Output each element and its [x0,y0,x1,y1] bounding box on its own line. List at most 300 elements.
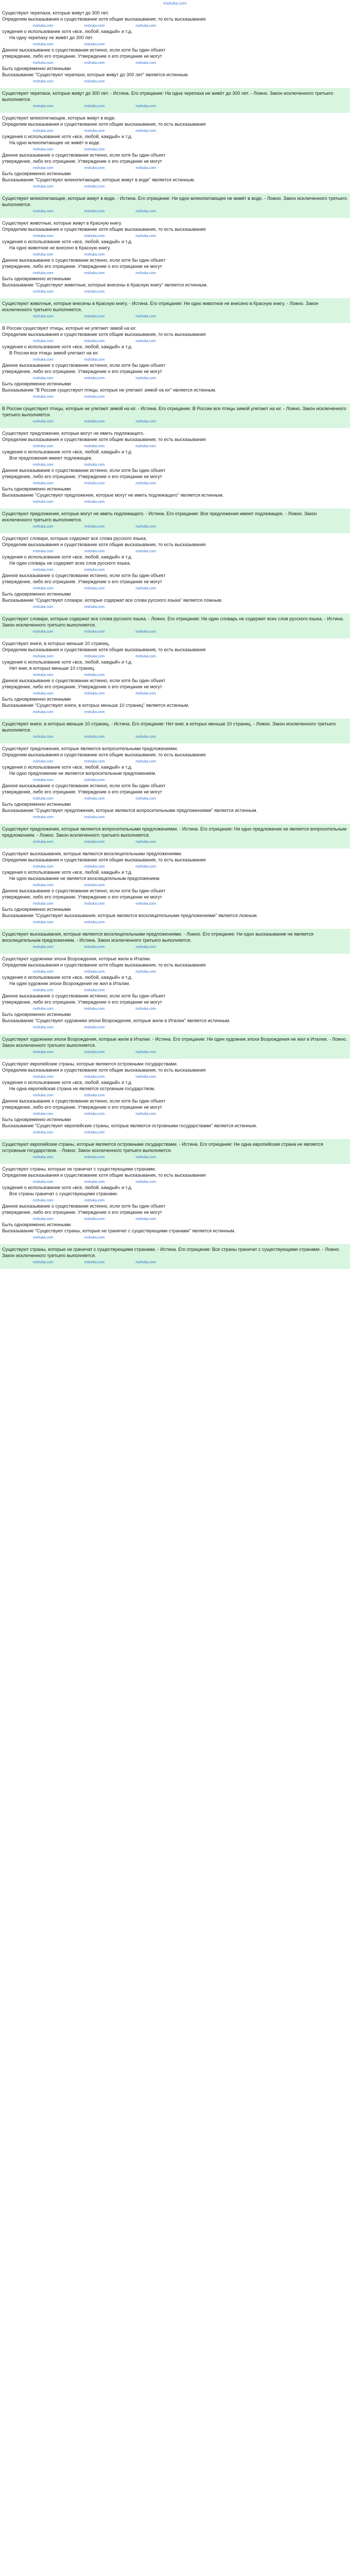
watermark-row [2,653,348,659]
watermark-link[interactable]: mshuka.com [33,377,54,380]
watermark-link[interactable]: mshuka.com [135,1156,156,1159]
watermark-link[interactable]: mshuka.com [33,816,54,819]
watermark-link[interactable]: mshuka.com [135,210,156,213]
claim: Существуют высказывания, которые являются восклицательными предложениями. [2,851,183,856]
negation-line: Ни одно высказывание не является восклицательным предложением. [9,876,161,881]
watermark-row [2,103,348,109]
watermark-link[interactable]: mshuka.com [135,1050,156,1054]
rule-line: Быть одновременно истинными [2,1222,71,1227]
watermark-link[interactable]: mshuka.com [33,568,54,572]
watermark-link[interactable]: mshuka.com [33,185,54,189]
watermark-link[interactable]: mshuka.com [135,105,156,108]
task-list [0,8,350,1269]
watermark-link[interactable]: mshuka.com [33,710,54,714]
watermark-row [2,814,348,820]
watermark-row [2,708,348,715]
watermark-link[interactable]: mshuka.com [33,463,54,467]
answer-block [0,88,350,113]
watermark-link[interactable]: mshuka.com [33,290,54,294]
conclusion: Высказывание "Существуют страны, которые не граничат с существующими странами" является истинным. [2,1228,236,1233]
watermark-row [2,1024,348,1030]
watermark-link[interactable]: mshuka.com [135,377,156,380]
watermark-link[interactable]: mshuka.com [84,1180,105,1184]
rule-line: Быть одновременно истинными [2,907,71,912]
watermark-link[interactable]: mshuka.com [84,105,105,108]
watermark-link[interactable]: mshuka.com [33,989,54,992]
answer-text: Существуют черепахи, которые живут до 300 лет. - Истина. Его отрицание: Ни одна черепаха не живёт до 300 лет. - Ложно. Закон исключенного третьего выполняется. [2,91,334,102]
page [0,0,350,1269]
premise-high: Определим высказывания и существование хотя общие высказывания, то есть высказывания [2,437,206,442]
rule-line: Быть одновременно истинными [2,66,71,71]
watermark-link[interactable]: mshuka.com [135,797,156,801]
task-block [0,323,350,403]
rule-line: Быть одновременно истинными [2,1012,71,1017]
watermark-row [2,146,348,152]
watermark-row [2,356,348,362]
answer-text: Существуют млекопитающие, которые живут в воде. - Истина. Его отрицание: Ни одно млекопитающее не живёт в воде. - Ложно. Закон исключенного третьего выполняется. [2,196,347,207]
answer-text: Существуют книги, в которых меньше 10 страниц. - Истина. Его отрицание: Нет книг, в которых меньше 10 страниц. - Ложно. Закон исключенного третьего выполняется. [2,721,336,733]
premise-low: суждения о использование хотя «все, любой, каждый» и т.д. [2,554,133,560]
watermark-link[interactable]: mshuka.com [84,315,105,318]
watermark-link[interactable]: mshuka.com [33,902,54,906]
watermark-row [2,164,348,171]
rule-line: Быть одновременно истинными [2,802,71,807]
claim: Существуют художники эпохи Возрождения, которые жили в Италии. [2,956,151,961]
answer-block [0,403,350,428]
watermark-link[interactable]: mshuka.com [84,884,105,887]
watermark-link[interactable]: mshuka.com [135,525,156,529]
watermark-row [2,838,348,844]
watermark-row [2,919,348,925]
watermark-link[interactable]: mshuka.com [84,272,105,275]
watermark-link[interactable]: mshuka.com [84,760,105,764]
watermark-link[interactable]: mshuka.com [135,1261,156,1264]
watermark-row [2,208,348,214]
answer-text: Существуют художники эпохи Возрождения, которые жили в Италии. - Истина. Его отрицание: Ни один художник эпохи Возрождения не жил в Италии. - Ложно. Закон исключенного третьего выполняется. [2,1037,347,1048]
watermark-link[interactable]: mshuka.com [135,902,156,906]
premise-high: Определим высказывания и существование хотя общие высказывания, то есть высказывания [2,1067,206,1073]
watermark-link[interactable]: mshuka.com [84,377,105,380]
watermark-link[interactable]: mshuka.com [84,148,105,151]
rule-line: Данное высказывание о существовании истинно, если хотя бы один объект [2,993,166,998]
watermark-link[interactable]: mshuka.com [84,166,105,170]
answer-block [0,1244,350,1269]
watermark-link[interactable]: mshuka.com [33,655,54,658]
claim: В России существуют птицы, которые не улетают зимой на юг. [2,326,137,331]
watermark-row [2,882,348,888]
watermark-link[interactable]: mshuka.com [84,587,105,590]
premise-low: суждения о использование хотя «все, любой, каждый» и т.д. [2,870,133,875]
watermark-link[interactable]: mshuka.com [33,605,54,609]
watermark-link[interactable]: mshuka.com [33,166,54,170]
watermark-link[interactable]: mshuka.com [135,865,156,869]
watermark-row [2,232,348,239]
watermark-link[interactable]: mshuka.com [135,166,156,170]
conclusion: Высказывание "Существуют предложения, которые могут не иметь подлежащего" является истинным. [2,493,224,498]
rule-line: Данное высказывание о существовании истинно, если хотя бы один объект [2,47,166,53]
watermark-link[interactable]: mshuka.com [33,1007,54,1011]
rule-line: Данное высказывание о существовании истинно, если хотя бы один объект [2,573,166,578]
watermark-row [2,900,348,906]
watermark-link[interactable]: mshuka.com [84,395,105,399]
task-block [0,1059,350,1139]
watermark-link[interactable]: mshuka.com [135,840,156,844]
watermark-link[interactable]: mshuka.com [33,630,54,634]
conclusion: Высказывание "Существуют европейские страны, которые являются островными государствами" является истинным. [2,1123,257,1128]
watermark-link[interactable]: mshuka.com [135,1180,156,1184]
watermark-link[interactable]: mshuka.com [135,445,156,448]
watermark-link[interactable]: mshuka.com [84,710,105,714]
watermark-link[interactable]: mshuka.com [33,482,54,485]
watermark-link[interactable]: mshuka.com [135,760,156,764]
watermark-link[interactable]: mshuka.com [84,253,105,257]
watermark-link[interactable]: mshuka.com [135,655,156,658]
watermark-link[interactable]: mshuka.com [84,340,105,343]
watermark-link[interactable]: mshuka.com [33,148,54,151]
watermark-link[interactable]: mshuka.com [84,1236,105,1240]
watermark-row [2,758,348,764]
watermark-link[interactable]: mshuka.com [84,290,105,294]
watermark-link[interactable]: mshuka.com [33,24,54,28]
conclusion: Высказывание "Существуют черепахи, которые живут до 300 лет" является истинным. [2,72,189,77]
watermark-link[interactable]: mshuka.com [135,129,156,133]
watermark-row [2,566,348,572]
watermark-link[interactable]: mshuka.com [84,865,105,869]
watermark-link[interactable]: mshuka.com [33,550,54,553]
watermark-link[interactable]: mshuka.com [84,1050,105,1054]
watermark-link[interactable]: mshuka.com [84,358,105,362]
answer-text: Существуют предложения, которые являются вопросительными предложениями. - Истина. Его отрицание: Ни одно предложение не является вопросительным предложением. - Ложно. Закон исключенного третьего выполняется. [2,826,347,838]
watermark-link[interactable]: mshuka.com [84,840,105,844]
rule-line: Быть одновременно истинными [2,171,71,176]
conclusion: Высказывание "Существуют животные, которые внесены в Красную книгу" является истинным. [2,282,208,287]
negation-line: В России все птицы зимой улетают на юг. [9,350,99,355]
watermark-row [2,443,348,449]
watermark-link[interactable]: mshuka.com [33,778,54,782]
watermark-row [2,288,348,294]
watermark-link[interactable]: mshuka.com [33,105,54,108]
watermark-link[interactable]: mshuka.com [84,692,105,696]
answer-text: Существуют предложения, которые могут не иметь подлежащего. - Истина. Его отрицание: Все предложения имеют подлежащее. - Ложно. Закон исключенного третьего выполняется. [2,511,317,522]
watermark-link[interactable]: mshuka.com [33,945,54,949]
watermark-row [2,863,348,869]
watermark-link[interactable]: mshuka.com [84,445,105,448]
watermark-link[interactable]: mshuka.com [33,500,54,504]
watermark-link[interactable]: mshuka.com [33,234,54,238]
watermark-link[interactable]: mshuka.com [33,884,54,887]
watermark-link[interactable]: mshuka.com [84,482,105,485]
task-block [0,113,350,193]
watermark-link[interactable]: mshuka.com [84,778,105,782]
rule-line: утверждение, либо его отрицание. Утверждение о его отрицании не могут [2,1210,162,1215]
rule-line: Данное высказывание о существовании истинно, если хотя бы один объект [2,258,166,263]
rule-line: утверждение, либо его отрицание. Утверждение о его отрицании не могут [2,1105,162,1110]
watermark-link[interactable]: mshuka.com [33,735,54,739]
watermark-row [2,480,348,486]
conclusion: Высказывание "В России существуют птицы, которые не улетают зимой на юг" является истинным. [2,387,217,393]
site-header[interactable]: mshuka.com [163,1,187,6]
task-block [0,743,350,824]
watermark-link[interactable]: mshuka.com [84,550,105,553]
conclusion: Высказывание "Существуют млекопитающие, которые живут в воде" является истинным. [2,177,196,182]
watermark-link[interactable]: mshuka.com [135,1075,156,1079]
watermark-link[interactable]: mshuka.com [84,61,105,65]
watermark-row [2,1234,348,1240]
watermark-row [2,375,348,381]
watermark-row [2,1048,348,1055]
watermark-row [2,1215,348,1222]
premise-low: суждения о использование хотя «все, любой, каждый» и т.д. [2,134,133,139]
watermark-link[interactable]: mshuka.com [33,395,54,399]
watermark-link[interactable]: mshuka.com [84,420,105,423]
watermark-link[interactable]: mshuka.com [33,1217,54,1221]
watermark-link[interactable]: mshuka.com [33,797,54,801]
answer-text: Существуют словари, которые содержат все слова русского языка. - Ложно. Его отрицание: Ни один словарь не содержит всех слов русского языка. - Истина. Закон исключенного третьего выполняется. [2,616,344,628]
watermark-row [2,1073,348,1079]
answer-block [0,614,350,638]
premise-low: суждения о использование хотя «все, любой, каждый» и т.д. [2,29,133,34]
watermark-link[interactable]: mshuka.com [84,463,105,467]
watermark-row [2,59,348,65]
watermark-link[interactable]: mshuka.com [33,970,54,974]
task-block [0,1164,350,1244]
watermark-link[interactable]: mshuka.com [84,129,105,133]
watermark-link[interactable]: mshuka.com [135,234,156,238]
answer-block [0,193,350,218]
watermark-row [2,1129,348,1135]
watermark-row [2,548,348,554]
watermark-link[interactable]: mshuka.com [84,1217,105,1221]
watermark-link[interactable]: mshuka.com [135,1007,156,1011]
negation-line: Все страны граничат с существующими странами. [9,1191,118,1196]
answer-block [0,1139,350,1164]
watermark-link[interactable]: mshuka.com [33,1180,54,1184]
watermark-link[interactable]: mshuka.com [33,587,54,590]
watermark-link[interactable]: mshuka.com [84,945,105,949]
watermark-row [2,733,348,739]
watermark-link[interactable]: mshuka.com [135,482,156,485]
task-block [0,849,350,929]
watermark-row [2,127,348,133]
watermark-link[interactable]: mshuka.com [84,989,105,992]
rule-line: утверждение, либо его отрицание. Утверждение о его отрицании не могут [2,579,162,584]
watermark-link[interactable]: mshuka.com [33,80,54,83]
negation-line: На одно млекопитающее не живёт в воде. [9,140,100,145]
rule-line: утверждение, либо его отрицание. Утверждение о его отрицании не могут [2,369,162,374]
watermark-link[interactable]: mshuka.com [33,1112,54,1116]
watermark-link[interactable]: mshuka.com [84,921,105,924]
claim: Существуют предложения, которые могут не иметь подлежащего. [2,431,145,436]
watermark-link[interactable]: mshuka.com [84,970,105,974]
premise-high: Определим высказывания и существование хотя общие высказывания, то есть высказывания [2,752,206,757]
rule-line: Данное высказывание о существовании истинно, если хотя бы один объект [2,363,166,368]
watermark-row [2,987,348,993]
watermark-link[interactable]: mshuka.com [135,272,156,275]
watermark-link[interactable]: mshuka.com [33,61,54,65]
watermark-link[interactable]: mshuka.com [135,945,156,949]
premise-high: Определим высказывания и существование хотя общие высказывания, то есть высказывания [2,122,206,127]
watermark-link[interactable]: mshuka.com [84,1199,105,1202]
watermark-link[interactable]: mshuka.com [84,1007,105,1011]
watermark-link[interactable]: mshuka.com [33,43,54,46]
watermark-link[interactable]: mshuka.com [84,605,105,609]
watermark-link[interactable]: mshuka.com [33,840,54,844]
watermark-link[interactable]: mshuka.com [135,340,156,343]
rule-line: утверждение, либо его отрицание. Утверждение о его отрицании не могут [2,684,162,689]
premise-low: суждения о использование хотя «все, любой, каждый» и т.д. [2,1080,133,1085]
answer-block [0,929,350,954]
watermark-row [2,251,348,257]
conclusion: Высказывание "Существуют художники эпохи Возрождения, которые жили в Италии" является истинным. [2,1018,231,1023]
watermark-row [2,1092,348,1098]
watermark-link[interactable]: mshuka.com [33,1094,54,1097]
claim: Существуют книги, в которых меньше 10 страниц. [2,641,110,646]
watermark-row [2,943,348,950]
conclusion: Высказывание "Существуют высказывания, которые являются восклицательными предложениями" является ложным. [2,913,258,918]
claim: Существуют животные, которые живут в Красную книгу. [2,221,122,226]
rule-line: Данное высказывание о существовании истинно, если хотя бы один объект [2,1098,166,1104]
watermark-link[interactable]: mshuka.com [135,970,156,974]
watermark-row [2,968,348,974]
watermark-link[interactable]: mshuka.com [84,816,105,819]
rule-line: утверждение, либо его отрицание. Утверждение о его отрицании не могут [2,789,162,794]
watermark-row [2,1110,348,1116]
watermark-link[interactable]: mshuka.com [135,420,156,423]
watermark-link[interactable]: mshuka.com [33,315,54,318]
watermark-link[interactable]: mshuka.com [33,525,54,529]
premise-low: суждения о использование хотя «все, любой, каждый» и т.д. [2,765,133,770]
watermark-link[interactable]: mshuka.com [84,1261,105,1264]
watermark-link[interactable]: mshuka.com [84,525,105,529]
watermark-link[interactable]: mshuka.com [84,568,105,572]
watermark-link[interactable]: mshuka.com [135,630,156,634]
watermark-link[interactable]: mshuka.com [33,253,54,257]
rule-line: Данное высказывание о существовании истинно, если хотя бы один объект [2,468,166,473]
negation-line: На одну черепаху не живёт до 300 лет. [9,35,93,40]
rule-line: Быть одновременно истинными [2,697,71,702]
watermark-link[interactable]: mshuka.com [135,61,156,65]
watermark-row [2,498,348,504]
watermark-row [2,603,348,609]
premise-high: Определим высказывания и существование хотя общие высказывания, то есть высказывания [2,16,206,22]
task-block [0,533,350,614]
watermark-link[interactable]: mshuka.com [135,735,156,739]
negation-line: Ни одно предложение не является вопросительным предложением. [9,771,156,776]
watermark-link[interactable]: mshuka.com [135,24,156,28]
answer-block [0,719,350,743]
watermark-link[interactable]: mshuka.com [84,735,105,739]
watermark-link[interactable]: mshuka.com [135,587,156,590]
watermark-link[interactable]: mshuka.com [84,24,105,28]
premise-low: суждения о использование хотя «все, любой, каждый» и т.д. [2,659,133,665]
watermark-link[interactable]: mshuka.com [84,1075,105,1079]
watermark-link[interactable]: mshuka.com [135,1112,156,1116]
watermark-link[interactable]: mshuka.com [33,1156,54,1159]
watermark-row [2,313,348,319]
watermark-link[interactable]: mshuka.com [33,921,54,924]
watermark-link[interactable]: mshuka.com [33,1261,54,1264]
answer-text: Существуют европейские страны, которые являются островными государствами. - Истина. Его отрицание: Ни одна европейская страна не является островным государством. - Ложно. Закон исключенного третьего выполняется. [2,1142,323,1153]
watermark-link[interactable]: mshuka.com [33,865,54,869]
watermark-row [2,461,348,467]
rule-line: Данное высказывание о существовании истинно, если хотя бы один объект [2,888,166,893]
watermark-row [2,671,348,677]
watermark-link[interactable]: mshuka.com [84,655,105,658]
task-block [0,8,350,88]
negation-line: Ни один словарь не содержит всех слов русского языка. [9,561,131,566]
watermark-link[interactable]: mshuka.com [33,692,54,696]
premise-low: суждения о использование хотя «все, любой, каждый» и т.д. [2,239,133,244]
watermark-row [2,585,348,591]
watermark-link[interactable]: mshuka.com [135,1217,156,1221]
rule-line: утверждение, либо его отрицание. Утверждение о его отрицании не могут [2,159,162,164]
rule-line: Данное высказывание о существовании истинно, если хотя бы один объект [2,152,166,158]
watermark-link[interactable]: mshuka.com [84,234,105,238]
watermark-link[interactable]: mshuka.com [33,1236,54,1240]
watermark-link[interactable]: mshuka.com [33,210,54,213]
watermark-link[interactable]: mshuka.com [135,550,156,553]
watermark-link[interactable]: mshuka.com [33,420,54,423]
watermark-link[interactable]: mshuka.com [84,1026,105,1029]
watermark-link[interactable]: mshuka.com [84,1131,105,1134]
answer-block [0,509,350,533]
watermark-link[interactable]: mshuka.com [33,340,54,343]
task-block [0,428,350,509]
answer-text: Существуют животные, которые внесены в Красную книгу. - Истина. Его отрицание: Ни одно животное не внесено в Красную книгу. - Ложно. Закон исключенного третьего выполняется. [2,301,319,312]
watermark-link[interactable]: mshuka.com [84,185,105,189]
watermark-link[interactable]: mshuka.com [33,129,54,133]
watermark-row [2,1259,348,1265]
watermark-link[interactable]: mshuka.com [84,500,105,504]
watermark-row [2,183,348,189]
watermark-link[interactable]: mshuka.com [135,692,156,696]
rule-line: утверждение, либо его отрицание. Утверждение о его отрицании не могут [2,54,162,59]
watermark-row [2,690,348,696]
watermark-link[interactable]: mshuka.com [33,445,54,448]
watermark-link[interactable]: mshuka.com [84,797,105,801]
answer-block [0,1034,350,1059]
watermark-link[interactable]: mshuka.com [84,673,105,677]
watermark-link[interactable]: mshuka.com [33,1050,54,1054]
answer-block [0,824,350,849]
negation-line: На одно животное не внесено в Красную книгу. [9,245,111,250]
negation-line: Все предложения имеют подлежащее. [9,455,93,461]
rule-line: Быть одновременно истинными [2,276,71,281]
watermark-row [2,1178,348,1184]
watermark-link[interactable]: mshuka.com [33,272,54,275]
watermark-link[interactable]: mshuka.com [84,1156,105,1159]
watermark-link[interactable]: mshuka.com [33,1026,54,1029]
premise-low: суждения о использование хотя «все, любой, каждый» и т.д. [2,344,133,349]
watermark-link[interactable]: mshuka.com [33,760,54,764]
watermark-link[interactable]: mshuka.com [135,315,156,318]
watermark-link[interactable]: mshuka.com [84,1094,105,1097]
watermark-link[interactable]: mshuka.com [84,210,105,213]
watermark-link[interactable]: mshuka.com [84,1112,105,1116]
rule-line: утверждение, либо его отрицание. Утверждение о его отрицании не могут [2,999,162,1005]
answer-text: В России существуют птицы, которые не улетают зимой на юг. - Истина. Его отрицание: В России все птицы зимой улетают на юг. - Ложно. Закон исключенного третьего выполняется. [2,406,346,417]
watermark-link[interactable]: mshuka.com [33,1131,54,1134]
watermark-link[interactable]: mshuka.com [84,80,105,83]
watermark-link[interactable]: mshuka.com [84,902,105,906]
watermark-link[interactable]: mshuka.com [84,43,105,46]
watermark-link[interactable]: mshuka.com [33,673,54,677]
watermark-link[interactable]: mshuka.com [33,358,54,362]
negation-line: Нет книг, в которых меньше 10 страниц. [9,666,95,671]
watermark-link[interactable]: mshuka.com [84,630,105,634]
watermark-link[interactable]: mshuka.com [33,1075,54,1079]
watermark-link[interactable]: mshuka.com [33,1199,54,1202]
